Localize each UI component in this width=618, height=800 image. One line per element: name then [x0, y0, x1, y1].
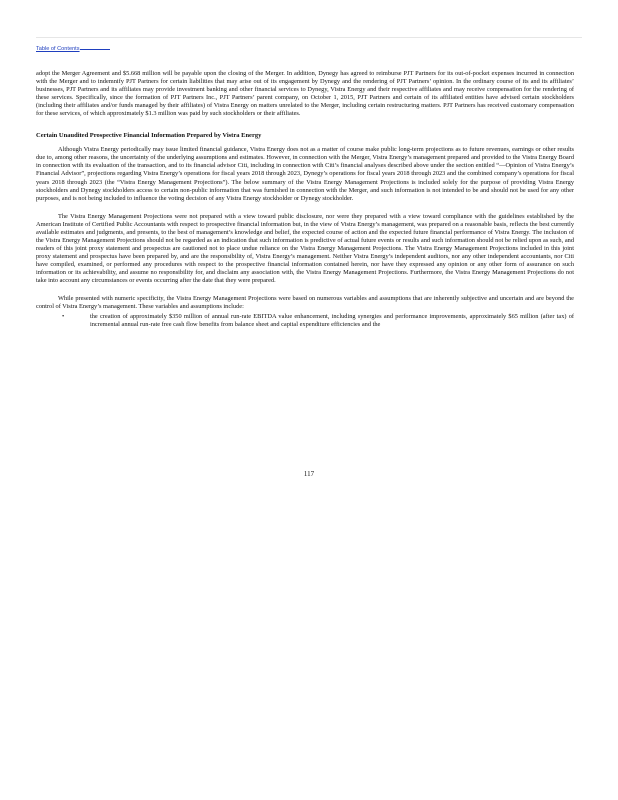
table-of-contents-link[interactable]: Table of Contents — [36, 46, 110, 52]
paragraph-projections-intro: Although Vistra Energy periodically may issue limited financial guidance, Vistra Energy does not as a matter of course make public long-term projections as to future revenues, earnings or other results due to, among other reasons, the uncertainty of the underlying assumptions and estimates. However, in connection with the Merger, Vistra Energy’s management prepared and provided to the Vistra Energy Board in connection with its evaluation of the transaction, and to its financial advisor Citi, including in connection with Citi’s financial analyses described above under the section entitled “—Opinion of Vistra Energy’s Financial Advisor”, projections regarding Vistra Energy’s operations for fiscal years 2018 through 2023, Dynegy’s operations for fiscal years 2018 through 2023 and the combined company’s operations for fiscal years 2018 through 2023 (the “Vistra Energy Management Projections”). The below summary of the Vistra Energy Management Projections is included solely for the purpose of providing Vistra Energy stockholders and Dynegy stockholders access to certain non-public information that was furnished in connection with the Merger, and such information is not intended to be and should not be used for any other purposes, and is not being included to influence the voting decision of any Vistra Energy stockholder or Dynegy stockholder. — [36, 146, 574, 202]
document-body — [36, 70, 574, 329]
section-heading: Certain Unaudited Prospective Financial Information Prepared by Vistra Energy — [36, 132, 262, 140]
header-divider — [36, 37, 582, 38]
page-number: 117 — [303, 470, 315, 478]
list-item — [36, 313, 574, 329]
paragraph-assumptions-intro: While presented with numeric specificity, the Vistra Energy Management Projections were based on numerous variables and assumptions that are inherently subjective and uncertain and are beyond the control of Vistra Energy’s management. These variables and assumptions include: — [36, 295, 574, 311]
bullet-icon: • — [62, 313, 65, 321]
paragraph-pjt-compensation: adopt the Merger Agreement and $5.668 million will be payable upon the closing of the Merger. In addition, Dynegy has agreed to reimburse PJT Partners for its out-of-pocket expenses incurred in connection with the Merger and to indemnify PJT Partners for certain liabilities that may arise out of its engagement by Dynegy and the rendering of PJT Partners’ opinion. In the ordinary course of its and its affiliates’ businesses, PJT Partners and its affiliates may provide investment banking and other financial services to Dynegy, Vistra Energy and their respective affiliates and may receive compensation for the rendering of these services. Specifically, since the formation of PJT Partners Inc., PJT Partners’ parent company, on October 1, 2015, PJT Partners and certain of its affiliated entities have advised certain stockholders (including their affiliates and/or funds managed by their affiliates) of Vistra Energy on matters unrelated to the Merger, including certain restructuring matters. PJT Partners has received customary compensation for these services, of which approximately $1.3 million was paid by such stockholders or their affiliates. — [36, 70, 574, 118]
paragraph-projections-disclaimer: The Vistra Energy Management Projections were not prepared with a view toward public disclosure, nor were they prepared with a view toward compliance with the guidelines established by the American Institute of Certified Public Accountants with respect to prospective financial information but, in the view of Vistra Energy’s management, was prepared on a reasonable basis, reflects the best currently available estimates and judgments, and presents, to the best of management’s knowledge and belief, the expected course of action and the expected future financial performance of Vistra Energy. The inclusion of the Vistra Energy Management Projections should not be regarded as an indication that such information is predictive of actual future events or results and such information should not be relied upon as such, and readers of this joint proxy statement and prospectus are cautioned not to place undue reliance on the Vistra Energy Management Projections. The Vistra Energy Management Projections included in this joint proxy statement and prospectus have been prepared by, and are the responsibility of, Vistra Energy’s management. Neither Vistra Energy’s independent auditors, nor any other independent accountants, nor Citi have compiled, examined, or performed any procedures with respect to the prospective financial information contained herein, nor have they expressed any opinion or any other form of assurance on such information or its achievability, and assume no responsibility for, and disclaim any association with, the Vistra Energy Management Projections. Furthermore, the Vistra Energy Management Projections do not take into account any circumstances or events occurring after the date that they were prepared. — [36, 212, 574, 285]
bullet-text: the creation of approximately $350 million of annual run-rate EBITDA value enhancement, including synergies and performance improvements, approximately $65 million (after tax) of incremental annual run-rate free cash flow benefits from balance sheet and capital expenditure efficiencies and the — [90, 313, 574, 329]
